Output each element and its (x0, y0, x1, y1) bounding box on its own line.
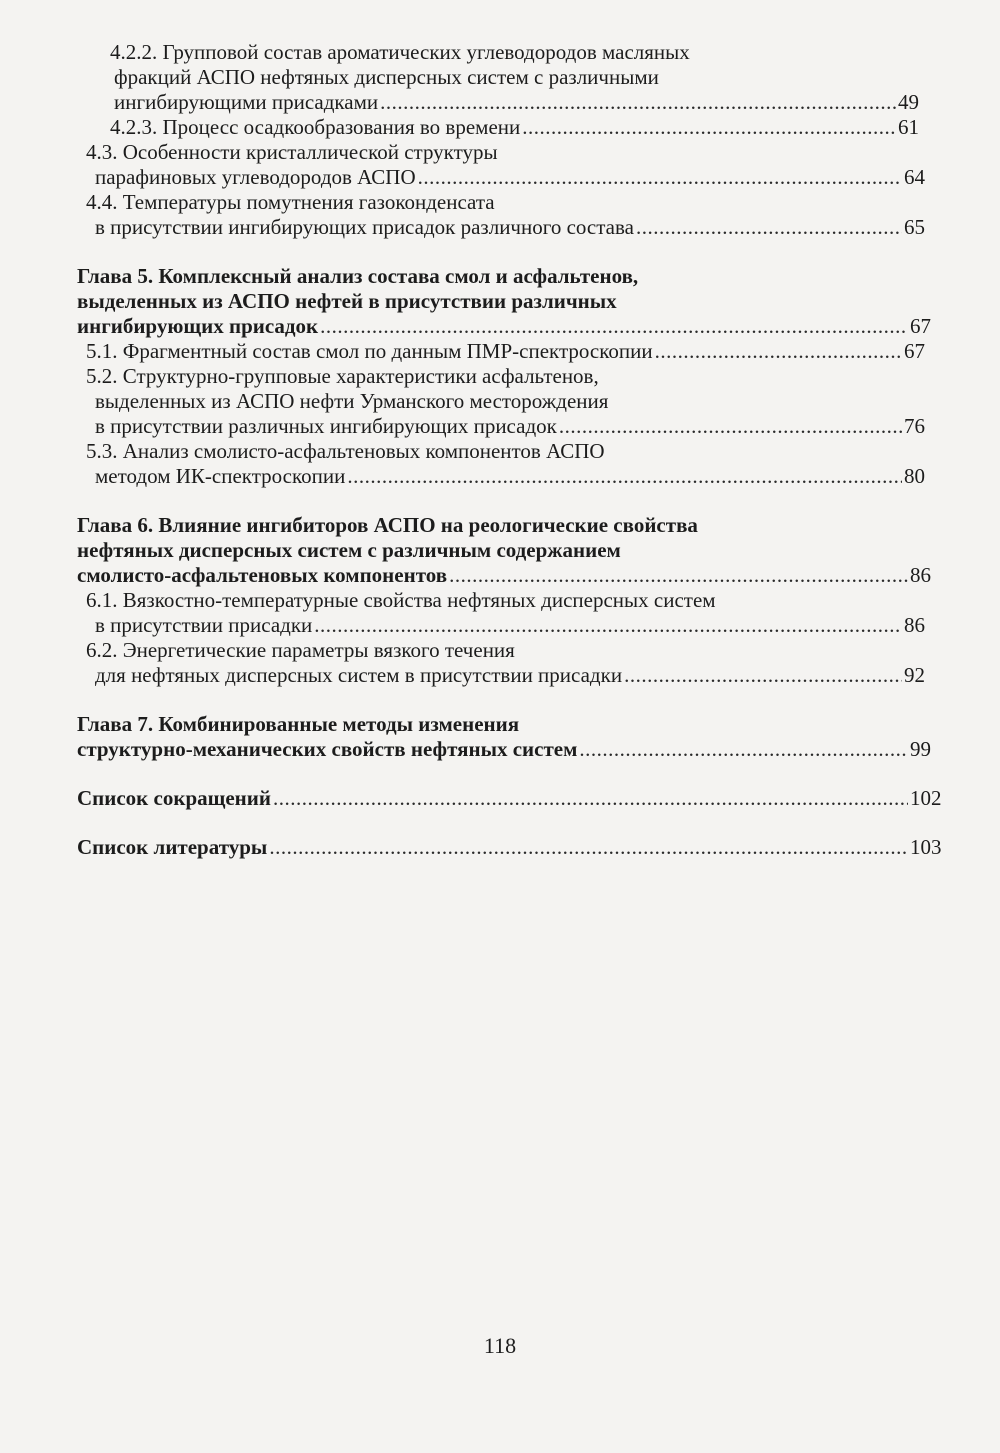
spacer (0, 762, 1000, 786)
toc-entry-line (77, 314, 944, 339)
toc-entry-line (77, 563, 944, 588)
dot-leader (347, 464, 902, 489)
toc-entry-text: в присутствии различных ингибирующих присадок (95, 414, 557, 438)
toc-entry-text: выделенных из АСПО нефти Урманского месторождения (95, 389, 609, 413)
toc-chapter-title: смолисто-асфальтеновых компонентов (77, 563, 448, 587)
toc-chapter-title: выделенных из АСПО нефтей в присутствии различных (77, 289, 617, 313)
toc-abbreviations[interactable] (0, 786, 1000, 811)
table-of-contents (0, 40, 1000, 860)
dot-leader (269, 835, 908, 860)
toc-page-number: 67 (910, 314, 931, 338)
toc-entry-text: 5.3. Анализ смолисто-асфальтеновых компонентов АСПО (86, 439, 605, 463)
toc-entry-text: парафиновых углеводородов АСПО (95, 165, 416, 189)
toc-chapter-title: ингибирующих присадок (77, 314, 319, 338)
dot-leader (636, 215, 902, 240)
toc-chapter-title: Глава 7. Комбинированные методы изменения (77, 712, 520, 736)
toc-page-number: 49 (898, 90, 919, 114)
dot-leader (449, 563, 908, 588)
toc-entry-line (95, 613, 938, 638)
toc-entry-5-2[interactable] (0, 364, 1000, 439)
toc-entry-text: фракций АСПО нефтяных дисперсных систем с различными (114, 65, 659, 89)
toc-entry-line (77, 835, 944, 860)
toc-entry-text: 5.1. Фрагментный состав смол по данным ПМР-спектроскопии (86, 339, 653, 363)
toc-entry-text: 4.2.3. Процесс осадкообразования во времени (110, 115, 521, 139)
toc-page-number: 103 (910, 835, 942, 859)
toc-entry-text: 4.4. Температуры помутнения газоконденсата (86, 190, 495, 214)
toc-entry-line (86, 339, 938, 364)
toc-chapter-6[interactable] (0, 513, 1000, 588)
toc-page-number: 67 (904, 339, 925, 363)
toc-chapter-title: структурно-механических свойств нефтяных систем (77, 737, 578, 761)
toc-entry-text: методом ИК-спектроскопии (95, 464, 346, 488)
spacer (0, 489, 1000, 513)
toc-page-number: 99 (910, 737, 931, 761)
toc-entry-4-2-2[interactable] (0, 40, 1000, 115)
toc-entry-line (77, 737, 944, 762)
dot-leader (380, 90, 896, 115)
toc-entry-line (77, 786, 944, 811)
toc-entry-text: 4.2.2. Групповой состав ароматических углеводородов масляных (110, 40, 690, 64)
dot-leader (522, 115, 896, 140)
toc-page-number: 64 (904, 165, 925, 189)
toc-entry-4-4[interactable] (0, 190, 1000, 240)
toc-page-number: 80 (904, 464, 925, 488)
toc-chapter-5[interactable] (0, 264, 1000, 339)
toc-entry-line (95, 414, 938, 439)
toc-entry-text: 6.1. Вязкостно-температурные свойства нефтяных дисперсных систем (86, 588, 716, 612)
dot-leader (320, 314, 908, 339)
toc-page-number: 86 (904, 613, 925, 637)
toc-entry-6-2[interactable] (0, 638, 1000, 688)
toc-entry-line (95, 165, 938, 190)
toc-entry-text: 4.3. Особенности кристаллической структуры (86, 140, 498, 164)
toc-entry-text: ингибирующими присадками (114, 90, 379, 114)
toc-page-number: 92 (904, 663, 925, 687)
dot-leader (624, 663, 902, 688)
dot-leader (655, 339, 902, 364)
page-number: 118 (483, 1333, 517, 1358)
toc-page-number: 102 (910, 786, 942, 810)
toc-entry-5-3[interactable] (0, 439, 1000, 489)
spacer (0, 811, 1000, 835)
toc-chapter-title: Глава 6. Влияние ингибиторов АСПО на реологические свойства (77, 513, 698, 537)
toc-chapter-title: Список сокращений (77, 786, 271, 810)
toc-references[interactable] (0, 835, 1000, 860)
dot-leader (559, 414, 902, 439)
toc-entry-5-1[interactable] (0, 339, 1000, 364)
dot-leader (273, 786, 908, 811)
toc-entry-4-2-3[interactable] (0, 115, 1000, 140)
toc-entry-text: 5.2. Структурно-групповые характеристики асфальтенов, (86, 364, 599, 388)
toc-chapter-7[interactable] (0, 712, 1000, 762)
spacer (0, 688, 1000, 712)
toc-chapter-title: Список литературы (77, 835, 268, 859)
toc-entry-line (95, 663, 938, 688)
dot-leader (314, 613, 902, 638)
toc-entry-line (95, 215, 938, 240)
toc-chapter-title: Глава 5. Комплексный анализ состава смол и асфальтенов, (77, 264, 639, 288)
toc-chapter-title: нефтяных дисперсных систем с различным содержанием (77, 538, 621, 562)
toc-page-number: 61 (898, 115, 919, 139)
dot-leader (418, 165, 902, 190)
toc-entry-line (110, 115, 932, 140)
toc-entry-text: для нефтяных дисперсных систем в присутствии присадки (95, 663, 623, 687)
toc-entry-text: в присутствии присадки (95, 613, 313, 637)
dot-leader (579, 737, 908, 762)
toc-entry-6-1[interactable] (0, 588, 1000, 638)
toc-page-number: 65 (904, 215, 925, 239)
toc-page-number: 86 (910, 563, 931, 587)
toc-page-number: 76 (904, 414, 925, 438)
toc-entry-line (114, 90, 932, 115)
toc-entry-4-3[interactable] (0, 140, 1000, 190)
toc-entry-text: в присутствии ингибирующих присадок различного состава (95, 215, 634, 239)
toc-entry-text: 6.2. Энергетические параметры вязкого течения (86, 638, 515, 662)
spacer (0, 240, 1000, 264)
toc-entry-line (95, 464, 938, 489)
